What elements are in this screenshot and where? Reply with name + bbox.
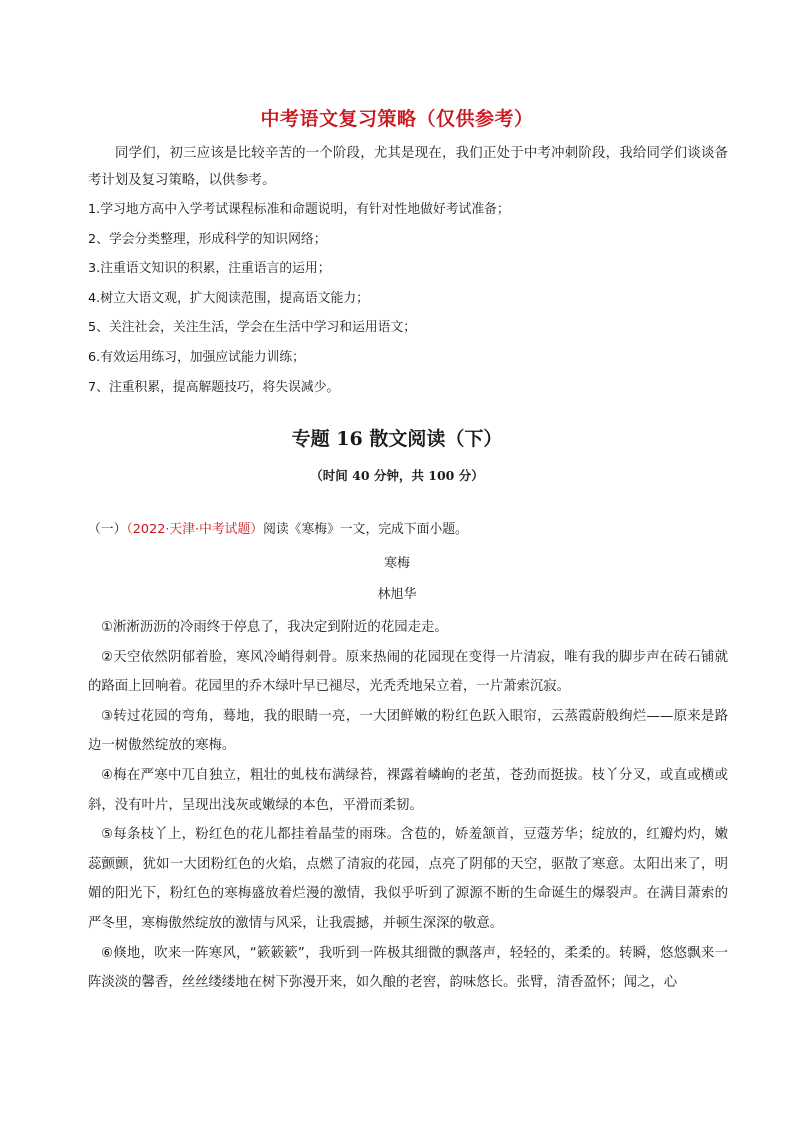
topic-subtitle: （时间 40 分钟，共 100 分） — [310, 468, 484, 483]
strategy-title: 中考语文复习策略（仅供参考） — [260, 108, 534, 130]
essay-paragraph: ⑥倏地，吹来一阵寒风，“簌簌簌”，我听到一阵极其细微的飘落声，轻轻的，柔柔的。转瞬，悠悠飘来一阵淡淡的馨香，丝丝缕缕地在树下弥漫开来，如久酿的老窖，韵味悠长。张臂，清香盈怀；闻之，心 — [88, 945, 728, 991]
topic-title: 专题 16 散文阅读（下） — [291, 428, 503, 450]
essay-paragraph: ④梅在严寒中兀自独立，粗壮的虬枝布满绿苔，裸露着嶙峋的老茧，苍劲而挺拔。枝丫分叉，或直或横或斜，没有叶片，呈现出浅灰或嫩绿的本色，平滑而柔韧。 — [88, 767, 728, 813]
question-source: （2022·天津·中考试题） — [126, 522, 264, 537]
essay-paragraph: ③转过花园的弯角，蓦地，我的眼睛一亮，一大团鲜嫩的粉红色跃入眼帘，云蒸霞蔚般绚烂——原来是路边一树傲然绽放的寒梅。 — [88, 708, 728, 754]
strategy-item: 2、学会分类整理，形成科学的知识网络； — [88, 231, 327, 247]
essay-body — [88, 613, 728, 998]
essay-paragraph: ⑤每条枝丫上，粉红色的花儿都挂着晶莹的雨珠。含苞的，娇羞颔首，豆蔻芳华；绽放的，红瓣灼灼，嫩蕊颤颤，犹如一大团粉红色的火焰，点燃了清寂的花园，点亮了阴郁的天空，驱散了寒意。太阳出来了，明媚的阳光下，粉红色的寒梅盛放着烂漫的激情，我似乎听到了源源不断的生命诞生的爆裂声。在满目萧索的严冬里，寒梅傲然绽放的激情与风采，让我震撼，并顿生深深的敬意。 — [88, 827, 728, 931]
question-header — [88, 520, 728, 540]
strategy-item: 7、注重积累，提高解题技巧，将失误减少。 — [88, 379, 340, 395]
essay-paragraph: ①淅淅沥沥的冷雨终于停息了，我决定到附近的花园走走。 — [101, 620, 448, 635]
intro-paragraph: 同学们，初三应该是比较辛苦的一个阶段，尤其是现在，我们正处于中考冲刺阶段，我给同学们谈谈备考计划及复习策略，以供参考。 — [88, 146, 728, 188]
essay-author: 林旭华 — [377, 587, 417, 602]
question-number: （一） — [88, 522, 127, 537]
essay-title: 寒梅 — [383, 556, 410, 571]
strategy-item: 5、关注社会，关注生活，学会在生活中学习和运用语文； — [88, 320, 417, 336]
strategy-list — [88, 195, 728, 402]
strategy-item: 1.学习地方高中入学考试课程标准和命题说明，有针对性地做好考试准备； — [88, 202, 510, 217]
strategy-item: 6.有效运用练习，加强应试能力训练； — [88, 349, 305, 365]
question-instruction: 阅读《寒梅》一文，完成下面小题。 — [263, 522, 468, 537]
strategy-item: 4.树立大语文观，扩大阅读范围，提高语文能力； — [88, 290, 369, 306]
essay-paragraph: ②天空依然阴郁着脸，寒风冷峭得刺骨。原来热闹的花园现在变得一片清寂，唯有我的脚步声在砖石铺就的路面上回响着。花园里的乔木绿叶早已褪尽，光秃秃地呆立着，一片萧索沉寂。 — [88, 649, 728, 695]
strategy-item: 3.注重语文知识的积累，注重语言的运用； — [88, 261, 331, 277]
